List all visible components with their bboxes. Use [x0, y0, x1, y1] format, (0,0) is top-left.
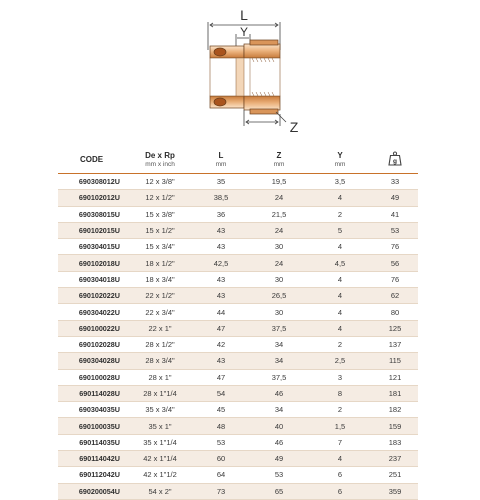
- table-row: [58, 467, 418, 483]
- cell-size: 28 x 1"1/4: [128, 385, 192, 401]
- cell-z: 30: [250, 304, 308, 320]
- cell-y: 2: [308, 336, 372, 352]
- cell-l: 42: [192, 336, 250, 352]
- table-row: [58, 434, 418, 450]
- table-row: [58, 336, 418, 352]
- cell-y: 3,5: [308, 174, 372, 190]
- cell-l: 43: [192, 222, 250, 238]
- cell-z: 40: [250, 418, 308, 434]
- cell-weight: 251: [372, 467, 418, 483]
- cell-l: 53: [192, 434, 250, 450]
- dimension-z-label: Z: [289, 119, 299, 135]
- cell-size: 42 x 1"1/4: [128, 451, 192, 467]
- cell-size: 22 x 1/2": [128, 288, 192, 304]
- header-z-unit: mm: [273, 160, 285, 168]
- cell-z: 34: [250, 336, 308, 352]
- table-row: [58, 222, 418, 238]
- fitting-diagram: [140, 0, 340, 140]
- cell-y: 8: [308, 385, 372, 401]
- dimension-y-label: Y: [239, 25, 249, 39]
- table-row: [58, 174, 418, 190]
- cell-l: 35: [192, 174, 250, 190]
- cell-weight: 76: [372, 271, 418, 287]
- cell-l: 38,5: [192, 190, 250, 206]
- cell-size: 35 x 1"1/4: [128, 434, 192, 450]
- cell-code: 690100028U: [58, 369, 128, 385]
- cell-l: 42,5: [192, 255, 250, 271]
- dimensions-table: [58, 146, 418, 500]
- cell-code: 690304018U: [58, 271, 128, 287]
- cell-z: 37,5: [250, 320, 308, 336]
- cell-size: 42 x 1"1/2: [128, 467, 192, 483]
- cell-y: 4: [308, 239, 372, 255]
- cell-code: 690308015U: [58, 206, 128, 222]
- cell-code: 690308012U: [58, 174, 128, 190]
- table-row: [58, 271, 418, 287]
- cell-code: 690114042U: [58, 451, 128, 467]
- cell-weight: 359: [372, 483, 418, 499]
- cell-weight: 125: [372, 320, 418, 336]
- cell-z: 65: [250, 483, 308, 499]
- cell-z: 24: [250, 190, 308, 206]
- table-row: [58, 206, 418, 222]
- cell-code: 690304022U: [58, 304, 128, 320]
- cell-size: 22 x 1": [128, 320, 192, 336]
- cell-weight: 121: [372, 369, 418, 385]
- cell-l: 36: [192, 206, 250, 222]
- header-l: L mm: [192, 146, 250, 174]
- table-row: [58, 483, 418, 499]
- cell-weight: 49: [372, 190, 418, 206]
- table-row: [58, 451, 418, 467]
- cell-weight: 137: [372, 336, 418, 352]
- cell-y: 3: [308, 369, 372, 385]
- header-row: [58, 146, 418, 174]
- cell-code: 690114028U: [58, 385, 128, 401]
- cell-y: 7: [308, 434, 372, 450]
- cell-l: 60: [192, 451, 250, 467]
- product-table: [58, 146, 418, 500]
- table-row: [58, 385, 418, 401]
- cell-code: 690102022U: [58, 288, 128, 304]
- cell-weight: 62: [372, 288, 418, 304]
- cell-size: 12 x 3/8": [128, 174, 192, 190]
- cell-code: 690304015U: [58, 239, 128, 255]
- fitting-upper-wall: [210, 40, 280, 58]
- cell-l: 47: [192, 320, 250, 336]
- cell-y: 5: [308, 222, 372, 238]
- weight-icon-label: g: [393, 158, 397, 165]
- header-z: Z mm: [250, 146, 308, 174]
- fitting-lower-wall: [210, 96, 280, 114]
- cell-size: 18 x 1/2": [128, 255, 192, 271]
- cell-size: 35 x 1": [128, 418, 192, 434]
- table-row: [58, 239, 418, 255]
- cell-code: 690200054U: [58, 483, 128, 499]
- cell-z: 34: [250, 353, 308, 369]
- weight-icon: [388, 151, 402, 166]
- cell-z: 24: [250, 222, 308, 238]
- cell-y: 2: [308, 402, 372, 418]
- cell-l: 54: [192, 385, 250, 401]
- cell-y: 4: [308, 288, 372, 304]
- cell-z: 21,5: [250, 206, 308, 222]
- table-row: [58, 369, 418, 385]
- cell-weight: 33: [372, 174, 418, 190]
- cell-y: 4: [308, 451, 372, 467]
- cell-weight: 53: [372, 222, 418, 238]
- cell-weight: 237: [372, 451, 418, 467]
- cell-l: 43: [192, 271, 250, 287]
- table-row: [58, 353, 418, 369]
- cell-size: 28 x 1/2": [128, 336, 192, 352]
- dimension-l-label: L: [240, 7, 248, 23]
- cell-l: 43: [192, 288, 250, 304]
- cell-y: 6: [308, 483, 372, 499]
- cell-size: 54 x 2": [128, 483, 192, 499]
- header-weight: [372, 146, 418, 174]
- cell-code: 690102015U: [58, 222, 128, 238]
- cell-z: 19,5: [250, 174, 308, 190]
- cell-z: 34: [250, 402, 308, 418]
- cell-l: 44: [192, 304, 250, 320]
- cell-size: 28 x 3/4": [128, 353, 192, 369]
- cell-l: 43: [192, 353, 250, 369]
- cell-size: 35 x 3/4": [128, 402, 192, 418]
- table-header: [58, 146, 418, 174]
- cell-z: 53: [250, 467, 308, 483]
- cell-code: 690102012U: [58, 190, 128, 206]
- cell-size: 28 x 1": [128, 369, 192, 385]
- header-size-unit: mm x inch: [145, 160, 175, 168]
- cell-y: 2,5: [308, 353, 372, 369]
- cell-l: 45: [192, 402, 250, 418]
- cell-weight: 182: [372, 402, 418, 418]
- cell-y: 4: [308, 190, 372, 206]
- cell-z: 30: [250, 239, 308, 255]
- cell-size: 15 x 3/4": [128, 239, 192, 255]
- cell-code: 690102028U: [58, 336, 128, 352]
- cell-z: 24: [250, 255, 308, 271]
- header-size: De x Rp mm x inch: [128, 146, 192, 174]
- cell-z: 37,5: [250, 369, 308, 385]
- cell-l: 73: [192, 483, 250, 499]
- cell-code: 690304028U: [58, 353, 128, 369]
- cell-z: 30: [250, 271, 308, 287]
- table-row: [58, 255, 418, 271]
- cell-weight: 56: [372, 255, 418, 271]
- cell-l: 43: [192, 239, 250, 255]
- table-body: [58, 174, 418, 500]
- cell-code: 690102018U: [58, 255, 128, 271]
- cell-size: 22 x 3/4": [128, 304, 192, 320]
- table-row: [58, 402, 418, 418]
- header-y: Y mm: [308, 146, 372, 174]
- cell-y: 4: [308, 271, 372, 287]
- cell-code: 690100022U: [58, 320, 128, 336]
- cell-l: 64: [192, 467, 250, 483]
- cell-z: 46: [250, 385, 308, 401]
- cell-y: 4,5: [308, 255, 372, 271]
- cell-size: 12 x 1/2": [128, 190, 192, 206]
- cell-y: 6: [308, 467, 372, 483]
- cell-y: 1,5: [308, 418, 372, 434]
- cell-weight: 183: [372, 434, 418, 450]
- table-row: [58, 288, 418, 304]
- cell-z: 46: [250, 434, 308, 450]
- cell-code: 690100035U: [58, 418, 128, 434]
- cell-code: 690114035U: [58, 434, 128, 450]
- cell-size: 15 x 3/8": [128, 206, 192, 222]
- cell-l: 48: [192, 418, 250, 434]
- cell-weight: 76: [372, 239, 418, 255]
- table-row: [58, 320, 418, 336]
- header-l-unit: mm: [215, 160, 227, 168]
- cell-weight: 181: [372, 385, 418, 401]
- table-row: [58, 304, 418, 320]
- cell-weight: 159: [372, 418, 418, 434]
- cell-code: 690304035U: [58, 402, 128, 418]
- table-row: [58, 190, 418, 206]
- cell-z: 49: [250, 451, 308, 467]
- header-y-unit: mm: [334, 160, 346, 168]
- cell-weight: 115: [372, 353, 418, 369]
- header-code: CODE: [58, 146, 128, 174]
- cell-weight: 80: [372, 304, 418, 320]
- cell-l: 47: [192, 369, 250, 385]
- cell-y: 2: [308, 206, 372, 222]
- cell-code: 690112042U: [58, 467, 128, 483]
- cell-z: 26,5: [250, 288, 308, 304]
- table-row: [58, 418, 418, 434]
- cell-weight: 41: [372, 206, 418, 222]
- cell-size: 15 x 1/2": [128, 222, 192, 238]
- cell-y: 4: [308, 320, 372, 336]
- fitting-bore: [210, 58, 280, 96]
- cell-size: 18 x 3/4": [128, 271, 192, 287]
- cell-y: 4: [308, 304, 372, 320]
